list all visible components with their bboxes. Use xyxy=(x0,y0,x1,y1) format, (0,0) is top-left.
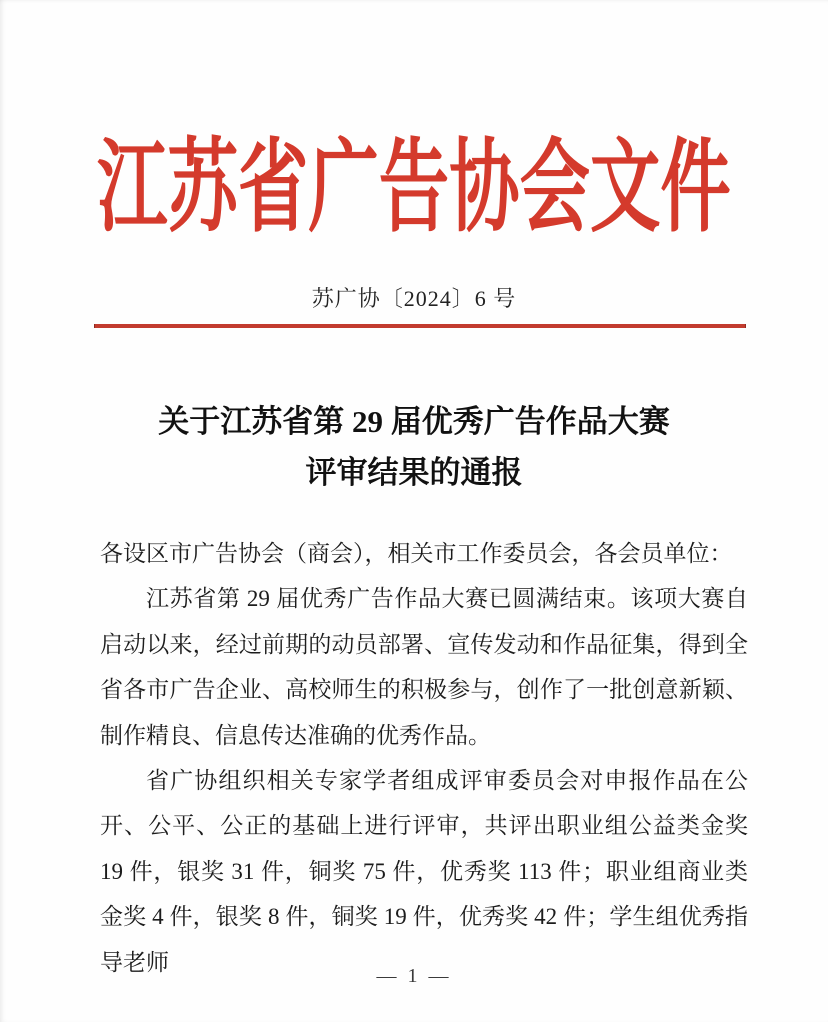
paragraph-award-results: 省广协组织相关专家学者组成评审委员会对申报作品在公开、公平、公正的基础上进行评审，共评出职业组公益类金奖 19 件，银奖 31 件，铜奖 75 件，优秀奖 113 件；职业组商业类金奖 4 件，银奖 8 件，铜奖 19 件，优秀奖 42 件；学生组优秀指导老师 xyxy=(100,768,748,975)
doc-title-line-2: 评审结果的通报 xyxy=(305,455,523,490)
org-title: 江苏省广告协会文件 xyxy=(97,133,731,246)
document-body xyxy=(100,531,748,985)
paragraph-contest-summary: 江苏省第 29 届优秀广告作品大赛已圆满结束。该项大赛自启动以来，经过前期的动员部署、宣传发动和作品征集，得到全省各市广告企业、高校师生的积极参与，创作了一批创意新颖、制作精良、信息传达准确的优秀作品。 xyxy=(100,586,748,748)
page-number: — 1 — xyxy=(376,965,452,987)
red-divider-rule xyxy=(95,324,745,328)
salutation-line: 各设区市广告协会（商会），相关市工作委员会，各会员单位： xyxy=(100,541,733,566)
doc-number: 苏广协〔2024〕6 号 xyxy=(311,286,517,311)
doc-title-line-1: 关于江苏省第 29 届优秀广告作品大赛 xyxy=(158,404,670,439)
doc-title xyxy=(0,396,828,498)
